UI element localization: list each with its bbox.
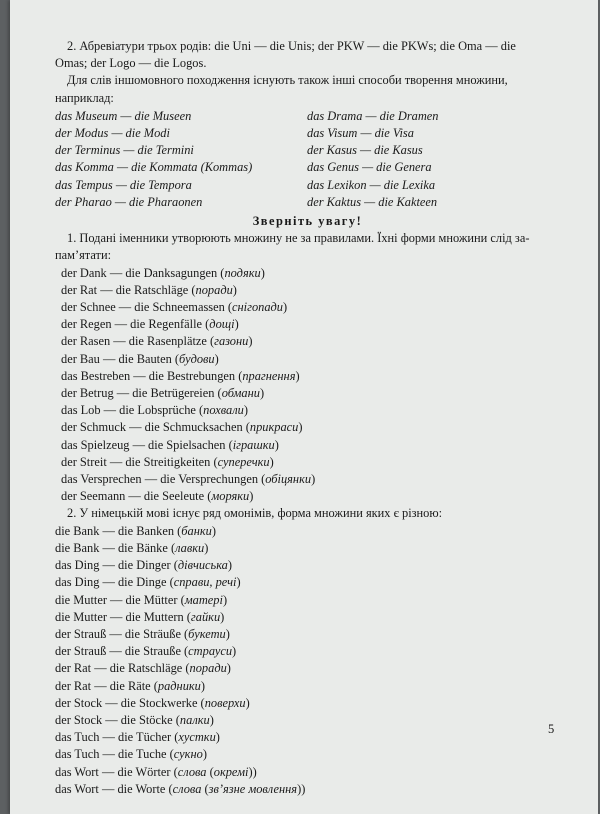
foreign-words-left [55, 108, 307, 211]
homonym-item [55, 643, 560, 660]
entry-text: ) [227, 558, 233, 573]
translation-gloss: поради [189, 661, 227, 676]
foreign-word-item: der Kaktus — die Kakteen [307, 194, 438, 209]
entry-text: ) [236, 575, 241, 590]
irregular-plural-item [61, 419, 560, 436]
entry-text: ) [202, 747, 207, 762]
entry-text: das Spielzeug — die Spielsachen ( [61, 437, 233, 452]
entry-text: das Wort — die Worte ( [55, 781, 173, 796]
translation-gloss: хустки [178, 730, 216, 745]
irregular-plural-item [61, 333, 560, 350]
entry-text: das Tuch — die Tuche ( [55, 747, 174, 762]
entry-text: der Regen — die Regenfälle ( [61, 317, 210, 332]
note1-line1: 1. Подані іменники утворюють множину не за правилами. Їхні форми множини слід за- [67, 231, 530, 246]
irregular-plurals-list [55, 265, 560, 506]
entry-text: das Tuch — die Tücher ( [55, 730, 179, 745]
entry-text: der Strauß — die Sträuße ( [55, 626, 189, 641]
homonym-item [55, 626, 560, 643]
entry-text: das Versprechen — die Versprechungen ( [61, 472, 266, 487]
foreign-word-item: das Museum — die Museen [55, 108, 192, 123]
entry-text: )) [297, 781, 306, 796]
translation-gloss: слова [177, 764, 207, 779]
entry-text: ) [220, 609, 225, 624]
note1-line2: пам’ятати: [55, 248, 112, 263]
entry-text: das Wort — die Wörter ( [55, 764, 178, 779]
foreign-word-item: das Komma — die Kommata (Kommas) [55, 160, 253, 175]
entry-text: ) [245, 695, 250, 710]
entry-text: ) [226, 661, 231, 676]
irregular-plural-item [61, 299, 560, 316]
entry-text: der Bau — die Bauten ( [61, 351, 180, 366]
homonym-item [55, 540, 560, 557]
translation-gloss: справи, речі [173, 575, 237, 590]
homonyms-list [55, 523, 560, 798]
translation-gloss: іграшки [232, 437, 275, 452]
translation-gloss: матері [184, 592, 223, 607]
para2-line4: наприклад: [55, 90, 114, 105]
entry-text: die Mutter — die Muttern ( [55, 609, 191, 624]
foreign-word-item: das Lexikon — die Lexika [307, 177, 436, 192]
translation-gloss: подяки [224, 265, 261, 280]
entry-text: die Bank — die Bänke ( [55, 540, 176, 555]
entry-text: ) [200, 678, 206, 693]
entry-text: ) [222, 592, 228, 607]
translation-gloss: зв’язне мовлення [208, 781, 298, 796]
entry-text: die Mutter — die Mütter ( [55, 592, 185, 607]
translation-gloss: моряки [211, 489, 250, 504]
document-page [10, 0, 598, 814]
foreign-word-item: der Kasus — die Kasus [307, 143, 423, 158]
irregular-plural-item [61, 437, 560, 454]
entry-text: der Dank — die Danksagungen ( [61, 265, 225, 280]
para2-line1: 2. Абревіатури трьох родів: die Uni — die Unis; der PKW — die PKWs; die Oma — die [67, 39, 516, 53]
irregular-plural-item [61, 402, 560, 419]
entry-text: )) [248, 764, 257, 779]
attention-heading: Зверніть увагу! [252, 214, 363, 229]
irregular-plural-item [61, 351, 560, 368]
homonym-item [55, 557, 560, 574]
translation-gloss: обмани [221, 386, 260, 401]
entry-text: ) [215, 730, 220, 745]
entry-text: der Seemann — die Seeleute ( [61, 489, 212, 504]
homonym-item [55, 592, 560, 609]
entry-text: der Betrug — die Betrügereien ( [61, 386, 222, 401]
note2: 2. У німецькій мові існує ряд омонімів, форма множини яких є різною: [67, 506, 443, 521]
homonym-item [55, 523, 560, 540]
entry-text: ) [259, 386, 265, 401]
entry-text: der Rasen — die Rasenplätze ( [61, 334, 215, 349]
translation-gloss: похвали [203, 403, 244, 418]
entry-text: ) [204, 540, 209, 555]
foreign-word-item: der Modus — die Modi [55, 126, 170, 141]
foreign-word-item: der Terminus — die Termini [55, 143, 194, 158]
translation-gloss: гайки [190, 609, 221, 624]
entry-text: ) [298, 420, 303, 435]
page-number: 5 [548, 722, 555, 736]
irregular-plural-item [61, 385, 560, 402]
entry-text: ) [209, 712, 214, 727]
homonym-item [55, 781, 560, 798]
translation-gloss: поверхи [204, 695, 246, 710]
entry-text: der Streit — die Streitigkeiten ( [61, 454, 218, 469]
entry-text: der Stock — die Stockwerke ( [55, 695, 205, 710]
translation-gloss: будови [179, 351, 215, 366]
entry-text: ) [260, 265, 265, 280]
entry-text: ) [225, 626, 230, 641]
translation-gloss: палки [179, 712, 210, 727]
translation-gloss: лавки [175, 540, 205, 555]
homonym-item [55, 712, 560, 729]
homonym-item [55, 609, 560, 626]
entry-text: ) [311, 472, 316, 487]
irregular-plural-item [61, 282, 560, 299]
entry-text: das Bestreben — die Bestrebungen ( [61, 368, 243, 383]
entry-text: das Lob — die Lobsprüche ( [61, 403, 204, 418]
translation-gloss: слова [172, 781, 202, 796]
irregular-plural-item [61, 265, 560, 282]
entry-text: ) [214, 351, 219, 366]
irregular-plural-item [61, 471, 560, 488]
para2-line3: Для слів іншомовного походження існують також інші способи творення множини, [67, 73, 508, 88]
entry-text: der Rat — die Räte ( [55, 678, 158, 693]
translation-gloss: окремі [213, 764, 249, 779]
entry-text: der Stock — die Stöcke ( [55, 712, 180, 727]
foreign-words-grid [55, 108, 560, 211]
entry-text: ) [274, 437, 279, 452]
entry-text: ) [248, 334, 253, 349]
foreign-words-right [307, 108, 438, 211]
entry-text: der Rat — die Ratschläge ( [55, 661, 190, 676]
homonym-item [55, 746, 560, 763]
translation-gloss: прагнення [242, 368, 296, 383]
irregular-plural-item [61, 316, 560, 333]
translation-gloss: дощі [209, 317, 235, 332]
entry-text: ) [232, 644, 237, 659]
entry-text: ) [211, 523, 217, 538]
irregular-plural-item [61, 454, 560, 471]
translation-gloss: суперечки [217, 454, 270, 469]
foreign-word-item: das Visum — die Visa [307, 126, 414, 141]
entry-text: die Bank — die Banken ( [55, 523, 182, 538]
translation-gloss: прикраси [249, 420, 299, 435]
entry-text: ) [295, 368, 300, 383]
foreign-word-item: das Tempus — die Tempora [55, 177, 192, 192]
homonym-item [55, 678, 560, 695]
entry-text: der Schnee — die Schneemassen ( [61, 300, 233, 315]
entry-text: das Ding — die Dinge ( [55, 575, 174, 590]
entry-text: ( [206, 764, 214, 779]
homonym-item [55, 695, 560, 712]
translation-gloss: поради [195, 282, 233, 297]
entry-text: ) [283, 300, 288, 315]
entry-text: der Rat — die Ratschläge ( [61, 282, 196, 297]
irregular-plural-item [61, 368, 560, 385]
entry-text: der Strauß — die Strauße ( [55, 644, 189, 659]
entry-text: ) [269, 454, 274, 469]
page-content [55, 38, 560, 798]
entry-text: ) [232, 282, 237, 297]
entry-text: ) [234, 317, 239, 332]
translation-gloss: радники [157, 678, 201, 693]
homonym-item [55, 729, 560, 746]
entry-text: ) [243, 403, 248, 418]
homonym-item [55, 660, 560, 677]
homonym-item [55, 574, 560, 591]
translation-gloss: банки [181, 523, 212, 538]
translation-gloss: снігопади [232, 300, 283, 315]
translation-gloss: букети [188, 626, 226, 641]
translation-gloss: дівчиська [177, 558, 228, 573]
irregular-plural-item [61, 488, 560, 505]
entry-text: ( [201, 781, 209, 796]
translation-gloss: сукно [173, 747, 203, 762]
translation-gloss: страуси [188, 644, 233, 659]
entry-text: das Ding — die Dinger ( [55, 558, 178, 573]
homonym-item [55, 764, 560, 781]
translation-gloss: обіцянки [265, 472, 312, 487]
foreign-word-item: das Drama — die Dramen [307, 108, 439, 123]
translation-gloss: газони [214, 334, 249, 349]
para2-line2: Omas; der Logo — die Logos. [55, 56, 207, 71]
foreign-word-item: das Genus — die Genera [307, 160, 432, 175]
foreign-word-item: der Pharao — die Pharaonen [55, 194, 203, 209]
entry-text: ) [249, 489, 254, 504]
entry-text: der Schmuck — die Schmucksachen ( [61, 420, 250, 435]
